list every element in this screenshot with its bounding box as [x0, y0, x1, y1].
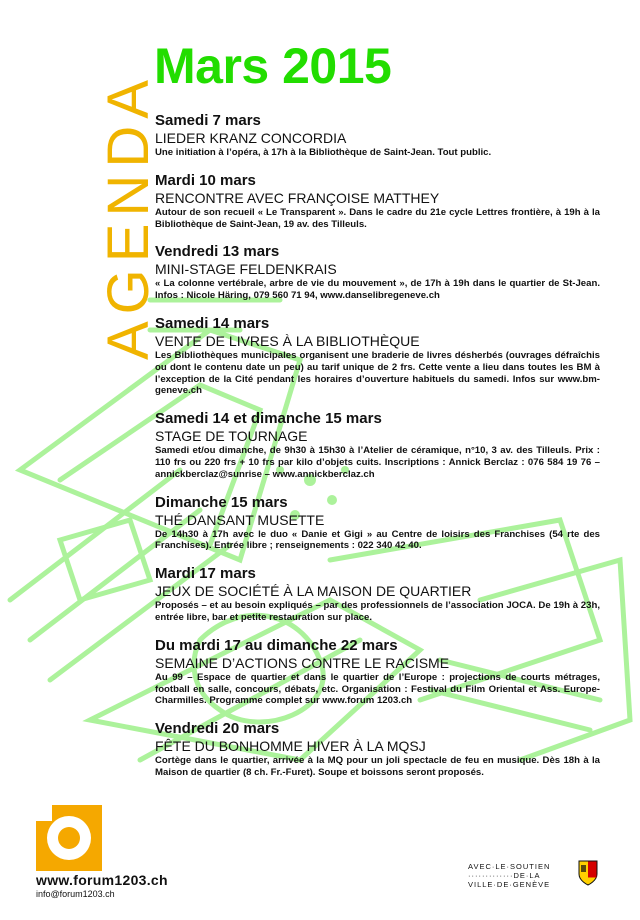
- event-date: Samedi 7 mars: [155, 112, 261, 129]
- event-title: SEMAINE D’ACTIONS CONTRE LE RACISME: [155, 654, 450, 671]
- event-description: Au 99 – Espace de quartier et dans le quartier de l’Europe : projections de courts métrages, football en salle, concours, débats, etc. Organisation : Festival du Film Oriental et Ass. Europe-Charmilles. Programme complet sur www.forum 1203.ch: [155, 671, 600, 707]
- agenda-vertical-heading: AGENDA: [96, 73, 161, 360]
- event-item: [155, 315, 600, 397]
- support-line: ·············DE·LA: [468, 871, 541, 880]
- event-title: LIEDER KRANZ CONCORDIA: [155, 130, 347, 146]
- event-description: Les Bibliothèques municipales organisent une braderie de livres désherbés (ouvrages défraîchis ou dont le contenu date un peu) au tarif unique de 2 frs. Cette vente a lieu dans toutes les BM à l’exception de la Cité pendant les horaires d’ouverture habituels du samedi. Infos sur www.bm-geneve.ch: [155, 349, 600, 397]
- website-link[interactable]: www.forum1203.ch: [36, 872, 168, 888]
- event-item: [155, 410, 600, 480]
- support-line: VILLE·DE·GENÈVE: [468, 880, 551, 889]
- geneva-coat-of-arms-icon: [578, 860, 598, 886]
- event-item: [155, 112, 600, 159]
- city-support-credit: [468, 862, 588, 889]
- event-description: Autour de son recueil « Le Transparent ». Dans le cadre du 21e cycle Lettres frontière, à 19h à la Bibliothèque de Saint-Jean, 19 av. des Tilleuls.: [155, 206, 600, 230]
- event-date: Samedi 14 mars: [155, 314, 270, 332]
- event-title: STAGE DE TOURNAGE: [155, 428, 308, 445]
- forum1203-logo-icon: [36, 805, 102, 871]
- event-title: THÉ DANSANT MUSETTE: [155, 511, 325, 528]
- event-description: Samedi et/ou dimanche, de 9h30 à 15h30 à l’Atelier de céramique, n°10, 3 av. des Tilleuls. Prix : 110 frs ou 220 frs + 10 frs par kilo d’objets cuits. Inscriptions : Annick Berclaz : 076 584 19 76 – annickberclaz@sunrise – www.annickberclaz.ch: [155, 445, 600, 480]
- event-item: [155, 565, 600, 624]
- event-description: Cortège dans le quartier, arrivée à la MQ pour un joli spectacle de feu en musique. Dès 18h à la Maison de quartier (8 ch. Fr.-Furet). Soupe et boissons seront proposés.: [155, 755, 600, 778]
- event-date: Vendredi 20 mars: [155, 720, 280, 738]
- event-item: [155, 243, 600, 302]
- event-item: [155, 494, 600, 553]
- email-link[interactable]: info@forum1203.ch: [36, 889, 115, 899]
- event-title: MINI-STAGE FELDENKRAIS: [155, 261, 337, 278]
- event-date: Mardi 10 mars: [155, 171, 256, 189]
- event-date: Du mardi 17 au dimanche 22 mars: [155, 636, 398, 654]
- event-description: Une initiation à l’opéra, à 17h à la Bibliothèque de Saint-Jean. Tout public.: [155, 147, 492, 158]
- event-item: [155, 172, 600, 231]
- event-date: Samedi 14 et dimanche 15 mars: [155, 410, 382, 428]
- event-item: [155, 720, 600, 779]
- event-date: Vendredi 13 mars: [155, 243, 280, 261]
- event-description: De 14h30 à 17h avec le duo « Danie et Gigi » au Centre de loisirs des Franchises (54 rte des Franchises). Entrée libre ; renseignements : 022 340 42 40.: [155, 528, 600, 552]
- event-list: [155, 112, 600, 792]
- support-line: AVEC·LE·SOUTIEN: [468, 862, 551, 871]
- event-description: Proposés – et au besoin expliqués – par des professionnels de l’association JOCA. De 19h à 23h, entrée libre, bar et petite restauration sur place.: [155, 600, 600, 623]
- event-title: RENCONTRE AVEC FRANÇOISE MATTHEY: [155, 189, 440, 206]
- event-title: JEUX DE SOCIÉTÉ À LA MAISON DE QUARTIER: [155, 583, 472, 600]
- event-title: VENTE DE LIVRES À LA BIBLIOTHÈQUE: [155, 332, 420, 349]
- event-description: « La colonne vertébrale, arbre de vie du mouvement », de 17h à 19h dans le quartier de St-Jean. Infos : Nicole Häring, 079 560 71 94, www.danselibregeneve.ch: [155, 278, 600, 302]
- event-date: Mardi 17 mars: [155, 565, 256, 583]
- event-title: FÊTE DU BONHOMME HIVER À LA MQSJ: [155, 738, 426, 755]
- event-date: Dimanche 15 mars: [155, 493, 288, 511]
- event-item: [155, 637, 600, 707]
- month-title: Mars 2015: [154, 38, 392, 94]
